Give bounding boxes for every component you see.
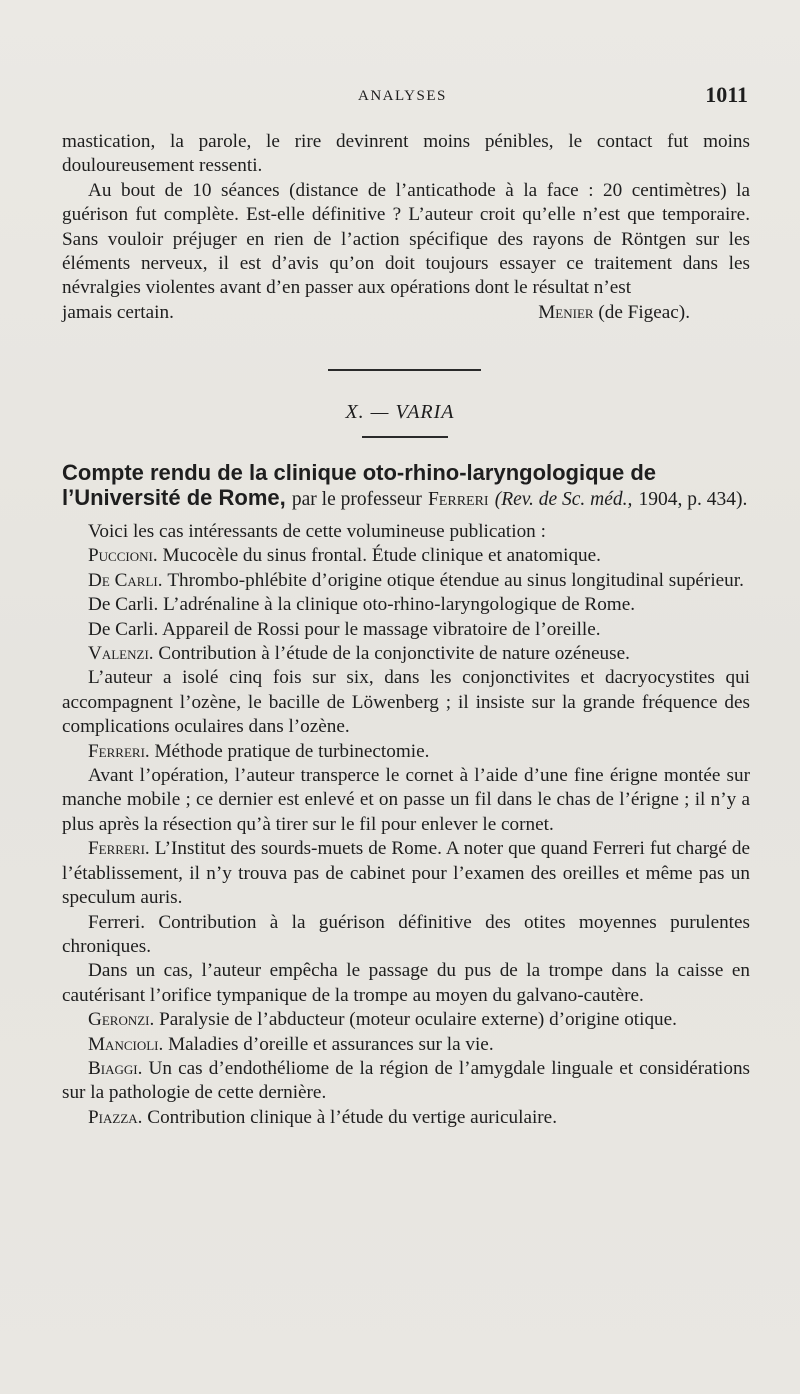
page-number: 1011 <box>705 82 748 107</box>
case-text: Mucocèle du sinus frontal. Étude clinique et anatomique. <box>162 545 601 567</box>
case-entry <box>62 642 750 666</box>
case-author: Valenzi. <box>88 643 159 665</box>
case-entry <box>62 1033 750 1057</box>
case-entry <box>62 1057 750 1106</box>
case-text: Maladies d’oreille et assurances sur la vie. <box>168 1033 494 1055</box>
article-citation: 1904, p. 434). <box>638 489 748 510</box>
case-entry <box>62 959 750 1008</box>
case-entry <box>62 740 750 764</box>
case-text: Paralysie de l’abducteur (moteur oculaire externe) d’origine otique. <box>159 1009 677 1031</box>
case-text: L’Institut des sourds-muets de Rome. A noter que quand Ferreri fut chargé de l’établissement, il n’y trouva pas de cabinet pour l’examen des oreilles et même pas un speculum auris. <box>62 838 750 909</box>
case-text: Contribution à l’étude de la conjonctivite de nature ozéneuse. <box>158 643 630 665</box>
section-divider-top <box>328 369 481 371</box>
case-text: Avant l’opération, l’auteur transperce le cornet à l’aide d’une fine érigne montée sur manche mobile ; ce dernier est enlevé et on passe un fil dans le chas de l’érigne ; il n’y a plus après la résection qu’à tirer sur le fil pour enlever le cornet. <box>62 765 750 835</box>
paragraph: mastication, la parole, le rire devinrent moins pénibles, le contact fut moins douloureusement ressenti. <box>62 131 750 177</box>
case-entry <box>62 1106 750 1130</box>
case-author: Piazza. <box>88 1106 148 1128</box>
case-text: De Carli. L’adrénaline à la clinique oto-rhino-laryngologique de Rome. <box>88 594 636 616</box>
running-title: ANALYSES <box>358 88 447 104</box>
case-author: Ferreri. <box>88 740 155 762</box>
page-header <box>62 82 750 112</box>
article-heading <box>62 460 750 512</box>
paragraph: Au bout de 10 séances (distance de l’anticathode à la face : 20 centimètres) la guérison fut complète. Est-elle définitive ? L’auteur croit qu’elle n’est que temporaire. Sans vouloir préjuger en rien de l’action spécifique des rayons de Röntgen sur les éléments nerveux, il est d’avis qu’on doit toujours essayer ce traitement dans les névralgies violentes avant d’en passer aux opérations dont le résultat n’est <box>62 179 750 299</box>
section-divider-bottom <box>362 436 448 438</box>
case-text: De Carli. Appareil de Rossi pour le massage vibratoire de l’oreille. <box>88 618 601 640</box>
article-title: Compte rendu de la clinique oto-rhino-laryngologique de l’Université de Rome, <box>62 460 657 510</box>
case-author: Ferreri. <box>88 838 155 860</box>
signature-line <box>62 301 750 325</box>
case-entry <box>62 911 750 960</box>
case-entry <box>62 764 750 837</box>
paragraph-end: jamais certain. <box>62 301 174 323</box>
article-journal: (Rev. de Sc. méd., <box>494 489 633 510</box>
case-author: De Carli. <box>88 569 168 591</box>
case-list <box>62 520 750 1130</box>
reviewer-signature <box>538 301 750 325</box>
case-author: Mancioli. <box>88 1033 169 1055</box>
case-text: Dans un cas, l’auteur empêcha le passage du pus de la trompe dans la caisse en cautérisant l’orifice tympanique de la trompe au moyen du galvano-cautère. <box>62 960 750 1006</box>
article <box>62 460 750 1130</box>
previous-article-end <box>62 130 750 325</box>
case-entry <box>62 593 750 617</box>
article-author: Ferreri <box>427 489 489 510</box>
case-text: Thrombo-phlébite d’origine otique étendue au sinus longitudinal supérieur. <box>167 569 744 591</box>
case-text: Un cas d’endothéliome de la région de l’amygdale linguale et considérations sur la pathologie de cette dernière. <box>62 1057 751 1104</box>
case-author: Biaggi. <box>88 1057 149 1079</box>
case-entry <box>62 569 750 593</box>
reviewer-place: (de Figeac). <box>598 301 690 323</box>
case-entry <box>62 544 750 568</box>
case-entry <box>62 618 750 642</box>
case-entry <box>62 837 750 910</box>
case-entry <box>62 1008 750 1032</box>
case-author: Puccioni. <box>88 545 163 567</box>
case-author: Geronzi. <box>88 1009 160 1031</box>
case-text: Méthode pratique de turbinectomie. <box>154 740 430 762</box>
case-entries <box>62 544 750 1130</box>
case-text: Ferreri. Contribution à la guérison définitive des otites moyennes purulentes chroniques. <box>62 911 750 957</box>
case-entry <box>62 666 750 739</box>
article-intro: Voici les cas intéressants de cette volumineuse publication : <box>88 521 546 542</box>
reviewer-name: Menier <box>538 301 594 323</box>
section-title: X. — VARIA <box>345 401 455 423</box>
case-text: Contribution clinique à l’étude du vertige auriculaire. <box>147 1106 557 1128</box>
article-byline: par le professeur <box>291 489 422 510</box>
case-text: L’auteur a isolé cinq fois sur six, dans les conjonctivites et dacryocystites qui accompagnent l’ozène, le bacille de Löwenberg ; il insiste sur la grande fréquence des complications oculaires dans l’ozène. <box>62 667 750 738</box>
